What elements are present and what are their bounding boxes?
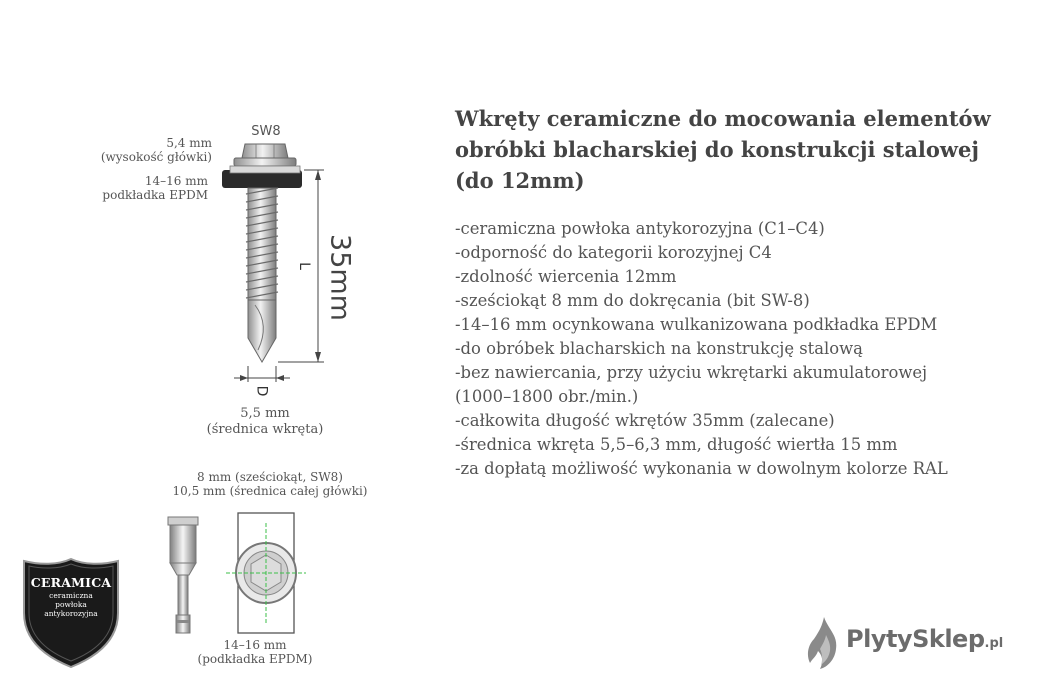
badge-title: CERAMICA	[30, 575, 112, 590]
feature-item: -średnica wkręta 5,5–6,3 mm, długość wiertła 15 mm	[455, 435, 898, 454]
washer-desc: podkładka EPDM	[102, 188, 208, 202]
feature-list	[455, 217, 1055, 481]
brand-wordmark	[846, 625, 1003, 653]
badge-sub-line: ceramiczna	[49, 591, 93, 600]
badge-subtitle	[22, 591, 120, 618]
brand-name: PlytySklep	[846, 625, 985, 653]
badge-sub-line: antykorozyjna	[44, 609, 98, 618]
feature-item: -odporność do kategorii korozyjnej C4	[455, 243, 772, 262]
feature-item: -ceramiczna powłoka antykorozyjna (C1–C4)	[455, 219, 825, 238]
head-height-label	[60, 136, 212, 164]
head-type-label: SW8	[251, 124, 281, 139]
diameter-value: 5,5 mm	[240, 406, 290, 421]
hex-size: 8 mm (sześciokąt, SW8)	[197, 470, 343, 484]
washer-bottom-value: 14–16 mm	[223, 638, 287, 652]
head-top-view-diagram	[220, 505, 320, 640]
title-line: Wkręty ceramiczne do mocowania elementów	[455, 106, 991, 131]
head-diameter: 10,5 mm (średnica całej główki)	[172, 484, 368, 498]
washer-bottom-label	[170, 638, 340, 666]
length-value: 35mm	[324, 234, 356, 321]
feature-item: -całkowita długość wkrętów 35mm (zalecane)	[455, 411, 835, 430]
title-line: obróbki blacharskiej do konstrukcji stalowej	[455, 137, 979, 162]
feature-item: -sześciokąt 8 mm do dokręcania (bit SW-8)	[455, 291, 810, 310]
diameter-symbol: D	[253, 385, 270, 397]
diameter-desc: (średnica wkręta)	[206, 422, 324, 437]
head-height-value: 5,4 mm	[166, 136, 212, 150]
badge-sub-line: powłoka	[55, 600, 87, 609]
diameter-label	[160, 406, 370, 438]
flame-icon	[806, 615, 842, 671]
head-height-desc: (wysokość główki)	[100, 150, 212, 164]
title-line: (do 12mm)	[455, 168, 585, 193]
feature-item: -bez nawiercania, przy użyciu wkrętarki akumulatorowej (1000–1800 obr./min.)	[455, 363, 928, 406]
socket-bit-icon	[165, 515, 205, 640]
length-symbol: L	[295, 262, 312, 270]
hex-label	[120, 470, 420, 498]
feature-item: -do obróbek blacharskich na konstrukcję stalową	[455, 339, 863, 358]
washer-value: 14–16 mm	[144, 174, 208, 188]
ceramica-badge	[22, 557, 120, 669]
feature-item: -za dopłatą możliwość wykonania w dowolnym kolorze RAL	[455, 459, 948, 478]
product-title	[455, 103, 1045, 196]
brand-tld: .pl	[984, 636, 1004, 651]
feature-item: -zdolność wiercenia 12mm	[455, 267, 677, 286]
washer-label	[60, 174, 208, 202]
brand-logo	[806, 615, 1036, 671]
washer-bottom-desc: (podkładka EPDM)	[197, 652, 313, 666]
feature-item: -14–16 mm ocynkowana wulkanizowana podkładka EPDM	[455, 315, 938, 334]
